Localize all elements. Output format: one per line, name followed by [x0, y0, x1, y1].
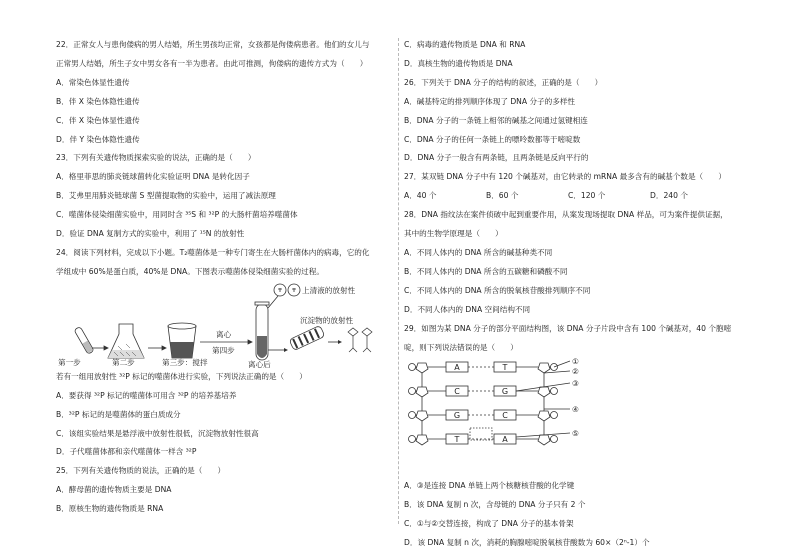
right-backbone [538, 363, 558, 445]
left-column [56, 36, 394, 519]
q29-stem-line1: 29．如图为某 DNA 分子的部分平面结构图，该 DNA 分子片段中含有 100 个碱基对，40 个胞嘧 [404, 323, 732, 333]
q27-option-c: C．120 个 [568, 191, 606, 201]
base-left-3: G [453, 411, 461, 421]
base-right-1: T [502, 363, 508, 373]
phage-experiment-figure [56, 282, 394, 368]
q25-option-c: C．病毒的遗传物质是 DNA 和 RNA [404, 40, 526, 49]
q24-stem-line2: 学组成中 60%是蛋白质，40%是 DNA。下图表示噬菌体侵染细菌实验的过程。 [56, 266, 324, 276]
q23-option-c: C．噬菌体侵染细菌实验中，用同时含 ³⁵S 和 ³²P 的大肠杆菌培养噬菌体 [56, 210, 298, 220]
q22-option-b: B．伴 X 染色体隐性遗传 [56, 96, 140, 106]
q29-option-b: B．该 DNA 复制 n 次，含母链的 DNA 分子只有 2 个 [404, 500, 586, 510]
q28-stem-line2: 其中的生物学原理是（ ） [404, 229, 503, 239]
base-left-4: T [454, 435, 460, 445]
magnifier-icon [268, 284, 300, 308]
beaker-icon [168, 323, 196, 358]
q23-option-b: B．艾弗里用肺炎链球菌 S 型菌提取物的实验中，运用了减法原理 [56, 191, 276, 201]
q23-option-a: A．格里菲思的肺炎链球菌转化实验证明 DNA 是转化因子 [56, 172, 250, 182]
base-pairs [428, 362, 538, 444]
supernatant-label: 上清液的放射性 [302, 285, 356, 295]
q22-stem-line1: 22．正常女人与患佝偻病的男人结婚，所生男孩均正常，女孩都是佝偻病患者。他们的女儿与 [56, 40, 370, 49]
q27-option-d: D．240 个 [650, 191, 688, 201]
base-right-2: G [501, 387, 509, 397]
test-tube-icon [74, 326, 94, 354]
base-right-4: A [502, 435, 508, 445]
q26-option-a: A．碱基特定的排列顺序体现了 DNA 分子的多样性 [404, 96, 576, 106]
q29-option-d: D．该 DNA 复制 n 次，消耗的胸腺嘧啶脱氧核苷酸数为 60×（2ⁿ-1）个 [404, 538, 650, 548]
phage-experiment-diagram [56, 282, 386, 368]
q28-option-a: A．不同人体内的 DNA 所含的碱基种类不同 [404, 247, 553, 257]
q25-option-b: B．原核生物的遗传物质是 RNA [56, 504, 164, 514]
phage-icon [348, 328, 372, 352]
base-left-1: A [454, 363, 460, 373]
base-right-3: C [502, 411, 508, 421]
q28-option-c: C．不同人体内的 DNA 所含的脱氧核苷酸排列顺序不同 [404, 285, 591, 295]
q27-stem: 27．某双链 DNA 分子中有 120 个碱基对，由它转录的 mRNA 最多含有的碱基个数是（ ） [404, 172, 726, 182]
q26-option-b: B．DNA 分子的一条链上相邻的碱基之间通过氢键相连 [404, 115, 588, 125]
sediment-label: 沉淀物的放射性 [300, 315, 354, 325]
q27-option-a: A．40 个 [404, 191, 437, 201]
q27-options [404, 187, 739, 206]
q26-option-d: D．DNA 分子一般含有两条链，且两条链是反向平行的 [404, 153, 589, 163]
step1-label: 第一步 [58, 357, 81, 367]
q24-option-c: C．该组实验结果是悬浮液中放射性很低，沉淀物放射性很高 [56, 428, 259, 438]
step3-label: 第三步：搅拌 [162, 357, 208, 367]
label-2: ② [572, 367, 579, 377]
q29-option-c: C．①与②交替连接，构成了 DNA 分子的基本骨架 [404, 519, 574, 529]
flask-icon [108, 324, 144, 358]
left-backbone [409, 363, 429, 445]
label-3: ③ [572, 379, 579, 389]
q24-option-b: B．³²P 标记的是噬菌体的蛋白质成分 [56, 409, 181, 419]
q22-stem-line2: 正常男人结婚，所生子女中男女各有一半为患者。由此可推测，佝偻病的遗传方式为（ ） [56, 58, 368, 68]
q28-stem-line1: 28．DNA 指纹法在案件侦破中起到重要作用，从案发现场提取 DNA 样品，可为案件提供证据， [404, 210, 728, 220]
q24-question: 若有一组用放射性 ³²P 标记的噬菌体进行实验，下列说法正确的是（ ） [56, 371, 307, 381]
label-1: ① [572, 357, 579, 367]
q28-option-d: D．不同人体内的 DNA 空间结构不同 [404, 304, 531, 314]
q24-stem-line1: 24．阅读下列材料，完成以下小题。T₂噬菌体是一种专门寄生在大肠杆菌体内的病毒，它的化 [56, 247, 370, 257]
q25-option-d: D．真核生物的遗传物质是 DNA [404, 58, 513, 68]
base-left-2: C [454, 387, 460, 397]
centrifuge-label: 离心 [216, 329, 232, 339]
q22-option-c: C．伴 X 染色体显性遗传 [56, 115, 140, 125]
step4-label: 第四步 [212, 345, 235, 355]
q27-option-b: B．60 个 [486, 191, 519, 201]
after-centrifuge-label: 离心后 [248, 359, 271, 368]
q29-option-a: A．③是连接 DNA 单链上两个核糖核苷酸的化学键 [404, 481, 575, 491]
q25-option-a: A．酵母菌的遗传物质主要是 DNA [56, 485, 172, 495]
q23-option-d: D．验证 DNA 复制方式的实验中，利用了 ¹⁵N 的放射性 [56, 229, 245, 239]
q24-option-d: D．子代噬菌体都和亲代噬菌体一样含 ³²P [56, 447, 197, 457]
q22-option-a: A．常染色体显性遗传 [56, 77, 130, 87]
q26-stem: 26．下列关于 DNA 分子的结构的叙述，正确的是（ ） [404, 77, 603, 87]
q24-option-a: A．要获得 ³²P 标记的噬菌体可用含 ³²P 的培养基培养 [56, 390, 237, 400]
centrifuge-tube-icon [255, 302, 269, 360]
q28-option-b: B．不同人体内的 DNA 所含的五碳糖和磷酸不同 [404, 266, 568, 276]
q22-option-d: D．伴 Y 染色体隐性遗传 [56, 134, 140, 144]
label-5: ⑤ [572, 429, 579, 439]
sediment-bar-icon [289, 325, 325, 350]
dna-structure-diagram [404, 357, 604, 475]
label-4: ④ [572, 405, 579, 415]
q26-option-c: C．DNA 分子的任何一条链上的嘌呤数都等于嘧啶数 [404, 134, 581, 144]
step2-label: 第二步 [112, 357, 135, 367]
q25-stem: 25．下列有关遗传物质的说法，正确的是（ ） [56, 466, 226, 476]
q23-stem: 23．下列有关遗传物质探索实验的说法，正确的是（ ） [56, 153, 256, 163]
right-column [404, 36, 739, 553]
q29-stem-line2: 啶，则下列说法错误的是（ ） [404, 342, 518, 352]
column-divider [398, 38, 399, 524]
dna-structure-figure [404, 357, 739, 477]
